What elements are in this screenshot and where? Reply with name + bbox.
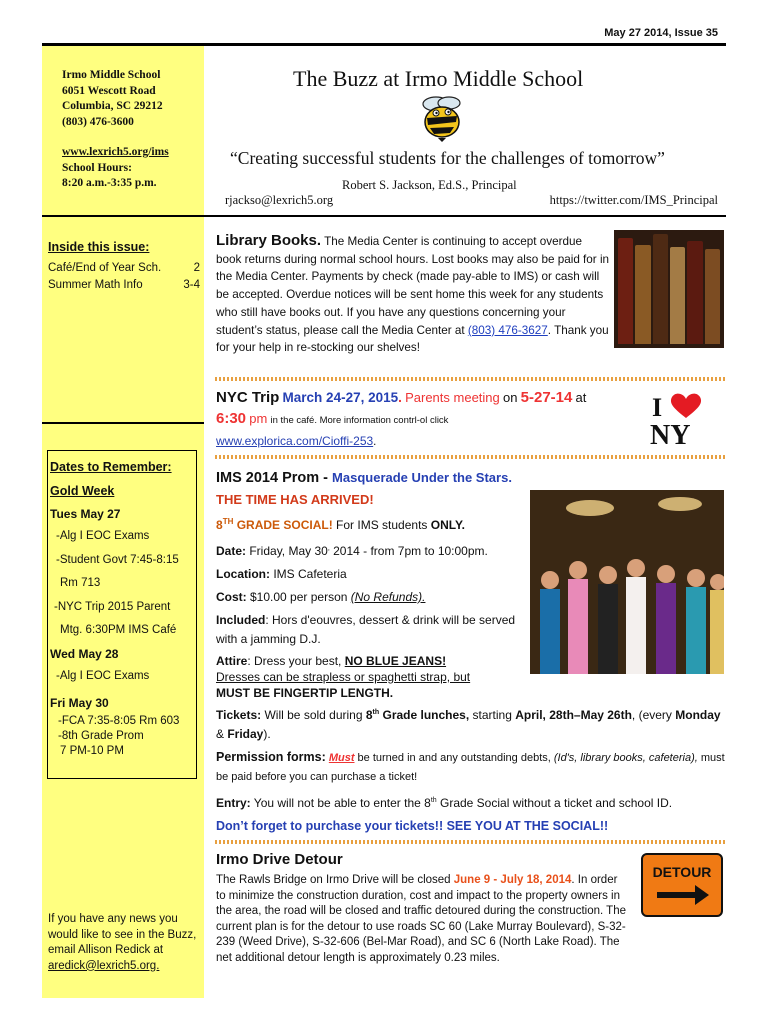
address-line-1: 6051 Wescott Road <box>62 84 156 97</box>
masthead-rule <box>204 215 726 217</box>
toc-page: 3-4 <box>183 279 200 291</box>
issue-date: May 27 2014, Issue 35 <box>604 27 718 39</box>
date-event: -Student Govt 7:45-8:15 <box>56 553 179 566</box>
school-website-link[interactable]: www.lexrich5.org/ims <box>62 146 169 158</box>
prom-article: IMS 2014 Prom - Masquerade Under the Stars. THE TIME HAS ARRIVED! 8TH GRADE SOCIAL! For IMS students ONLY. Date: Friday, May 30, 2014 - from 7pm to 10:00pm. Location: IMS Cafeteria Cost: $10.00 per person (No Refunds). Included: Hors d'eouvres, dessert & drink will be served with a jamming D.J. Attire: Dress your best, NO BLUE JEANS! Dresses can be strapless or spaghetti strap, but MUST BE FINGERTIP LENGTH. Tickets: Will be sold during 8th Grade lunches, starting April, 28th–May 26th, (every Monday & Friday). Permission forms: Must be turned in and any outstanding debts, (Id's, library books, cafeteria), must be paid before you can purchase a ticket! Entry: You will not be able to enter the 8th Grade Social without a ticket and school ID. Don’t forget to purchase your tickets!! SEE YOU AT THE SOCIAL!! <box>216 470 725 833</box>
gold-week: Gold Week <box>50 484 115 498</box>
date-event: -Alg I EOC Exams <box>56 530 150 542</box>
tickets-end: ). <box>263 727 271 741</box>
tickets-lunch: Grade lunches, <box>379 708 470 722</box>
news-text: If you have any news you would like to see in the Buzz, email Allison Redick at <box>48 913 197 956</box>
only: ONLY. <box>430 518 465 532</box>
tickets-sup: th <box>372 709 380 716</box>
date-value: Friday, May 30 <box>246 544 328 558</box>
entry-label: Entry: <box>216 796 251 810</box>
date-event: -FCA 7:35-8:05 Rm 603 <box>58 715 180 727</box>
principal-name: Robert S. Jackson, Ed.S., Principal <box>342 178 517 192</box>
tickets-every: , (every <box>631 708 676 722</box>
detour-sign-icon <box>641 853 723 917</box>
attire-label: Attire <box>216 654 248 668</box>
meeting-date: 5-27-14 <box>520 389 573 406</box>
meeting-at: at <box>575 390 587 405</box>
dresses-note: Dresses can be strapless or spaghetti strap, but <box>216 670 471 684</box>
dates-title: Dates to Remember: <box>50 460 172 474</box>
hours-label: School Hours: <box>62 161 132 174</box>
toc-label: Café/End of Year Sch. <box>48 262 162 274</box>
monday: Monday <box>675 708 721 722</box>
tickets-label: Tickets: <box>216 708 262 722</box>
permission-text: be turned in and any outstanding debts, <box>354 752 554 764</box>
date-day: Tues May 27 <box>50 507 121 521</box>
tickets-dates: April, 28th–May 26th <box>515 708 632 722</box>
yellow-jacket-mascot-icon <box>414 94 470 142</box>
permission-italic: (Id's, library books, cafeteria), <box>553 752 698 764</box>
school-phone: (803) 476-3600 <box>62 115 134 128</box>
school-address <box>62 68 169 192</box>
i-love-ny-logo <box>646 390 722 446</box>
prom-reminder: Don’t forget to purchase your tickets!! SEE YOU AT THE SOCIAL!! <box>216 819 609 833</box>
date-event: -NYC Trip 2015 Parent <box>54 600 171 613</box>
toc-page: 2 <box>193 262 200 274</box>
school-name: Irmo Middle School <box>62 69 161 81</box>
section-divider <box>215 455 725 459</box>
grade-social: GRADE SOCIAL! <box>233 518 333 532</box>
location-label: Location: <box>216 567 270 581</box>
meeting-label: Parents meeting <box>405 390 500 405</box>
detour-dates: June 9 - July 18, 2014 <box>453 874 572 886</box>
date-value-2: 2014 - from 7pm to 10:00pm. <box>329 544 488 558</box>
detour-sign-text: DETOUR <box>652 864 712 880</box>
attire-value: : Dress your best, <box>247 654 345 668</box>
date-event: 7 PM-10 PM <box>60 745 124 757</box>
date-day: Wed May 28 <box>50 646 119 661</box>
cafe-note: in the café. More information contrl-ol click <box>270 415 449 426</box>
fingertip-length: MUST BE FINGERTIP LENGTH. <box>216 686 394 700</box>
library-body: The Media Center is continuing to accept overdue book returns during normal school hours. Lost books may also be paid for in the Media Center. Payments by check (made pay-able to IMS) or cash will be accepted. Overdue notices will be sent home this week for any students who still have books out. If you have any questions concerning your student’s status, please call the Media Center at <box>216 235 610 337</box>
dates-to-remember <box>47 450 197 779</box>
detour-text-2: . In order to minimize the construction duration, cost and impact to the property owners in the area, the road will be closed and traffic detoured during the construction. The current plan is for the detour to use roads SC 60 (Lake Murray Boulevard), S-32-239 (Weed Drive), S-32-606 (Bel-Mar Road), and SC 6 (North Lake Road). The net additional detour length is approximately 0.23 miles. <box>216 874 626 964</box>
inside-this-issue <box>48 240 200 294</box>
permission-text-2: must be paid before you can purchase a ticket! <box>216 752 725 783</box>
permission-label: Permission forms: <box>216 750 326 764</box>
nyc-dates: March 24-27, 2015 <box>282 390 399 405</box>
nyc-heading: NYC Trip <box>216 389 280 406</box>
cost-note: (No Refunds). <box>350 590 426 604</box>
toc-item <box>48 277 200 294</box>
for-students: For IMS students <box>332 518 431 532</box>
meeting-pm: pm <box>249 411 268 426</box>
sidebar-divider <box>42 215 204 217</box>
date-event: -8th Grade Prom <box>58 730 144 742</box>
date-label: Date: <box>216 544 247 558</box>
toc-label: Summer Math Info <box>48 279 143 291</box>
sidebar-divider <box>42 422 204 424</box>
date-event: Rm 713 <box>60 577 101 589</box>
location-value: IMS Cafeteria <box>270 567 347 581</box>
principal-email[interactable]: rjackso@lexrich5.org <box>225 193 334 207</box>
section-divider <box>215 377 725 381</box>
section-divider <box>215 840 725 844</box>
newsletter-title: The Buzz at Irmo Middle School <box>293 66 584 91</box>
entry-sup: th <box>430 797 437 804</box>
school-motto: “Creating successful students for the challenges of tomorrow” <box>230 148 665 168</box>
logo-i: I <box>652 393 663 422</box>
school-hours: 8:20 a.m.-3:35 p.m. <box>62 177 157 189</box>
included-label: Included <box>216 613 266 627</box>
must: Must <box>328 752 355 764</box>
news-note <box>48 912 200 974</box>
library-heading: Library Books. <box>216 232 322 249</box>
media-center-phone-link[interactable]: (803) 476-3627 <box>467 323 548 337</box>
books-image <box>614 230 724 348</box>
tickets-grade: 8 <box>365 708 373 722</box>
entry-text: You will not be able to enter the 8 <box>250 796 431 810</box>
tickets-text: Will be sold during <box>261 708 366 722</box>
prom-photo <box>530 490 724 674</box>
time-arrived: THE TIME HAS ARRIVED! <box>216 492 374 507</box>
cost-value: $10.00 per person <box>246 590 351 604</box>
date-event: Mtg. 6:30PM IMS Café <box>60 624 177 636</box>
prom-heading: IMS 2014 Prom - <box>216 470 333 486</box>
prom-theme: Masquerade Under the Stars. <box>332 470 512 485</box>
date-event: -Alg I EOC Exams <box>56 669 150 682</box>
news-email-link[interactable]: aredick@lexrich5.org. <box>48 959 160 972</box>
grade-sup: TH <box>222 517 234 526</box>
no-jeans: NO BLUE JEANS! <box>344 654 447 668</box>
entry-text-2: Grade Social without a ticket and school ID. <box>436 796 673 810</box>
friday: Friday <box>227 727 264 741</box>
meeting-time: 6:30 <box>216 410 247 427</box>
nyc-trip-article: NYC Trip March 24-27, 2015. Parents meeting on 5-27-14 at 6:30 pm in the café. More information contrl-ol click www.explorica.com/Cioffi-253. <box>216 389 587 448</box>
included-value: : Hors d'eouvres, dessert & drink will be served with a jamming D.J. <box>216 613 516 646</box>
date-day: Fri May 30 <box>50 696 109 710</box>
logo-ny: NY <box>650 420 691 446</box>
toc-item <box>48 260 200 277</box>
library-article <box>216 232 610 357</box>
inside-title: Inside this issue: <box>48 240 150 254</box>
library-body-end: . Thank you for your help in re-stocking our shelves! <box>216 323 609 355</box>
amp: & <box>216 727 228 741</box>
meeting-on: on <box>502 390 518 405</box>
grade-number: 8 <box>216 518 223 532</box>
explorica-link[interactable]: www.explorica.com/Cioffi-253 <box>216 434 374 448</box>
address-line-2: Columbia, SC 29212 <box>62 100 163 112</box>
detour-text: The Rawls Bridge on Irmo Drive will be closed <box>216 874 454 886</box>
detour-heading: Irmo Drive Detour <box>216 851 343 868</box>
tickets-starting: starting <box>469 708 516 722</box>
principal-twitter[interactable]: https://twitter.com/IMS_Principal <box>549 193 718 207</box>
cost-label: Cost: <box>216 590 247 604</box>
